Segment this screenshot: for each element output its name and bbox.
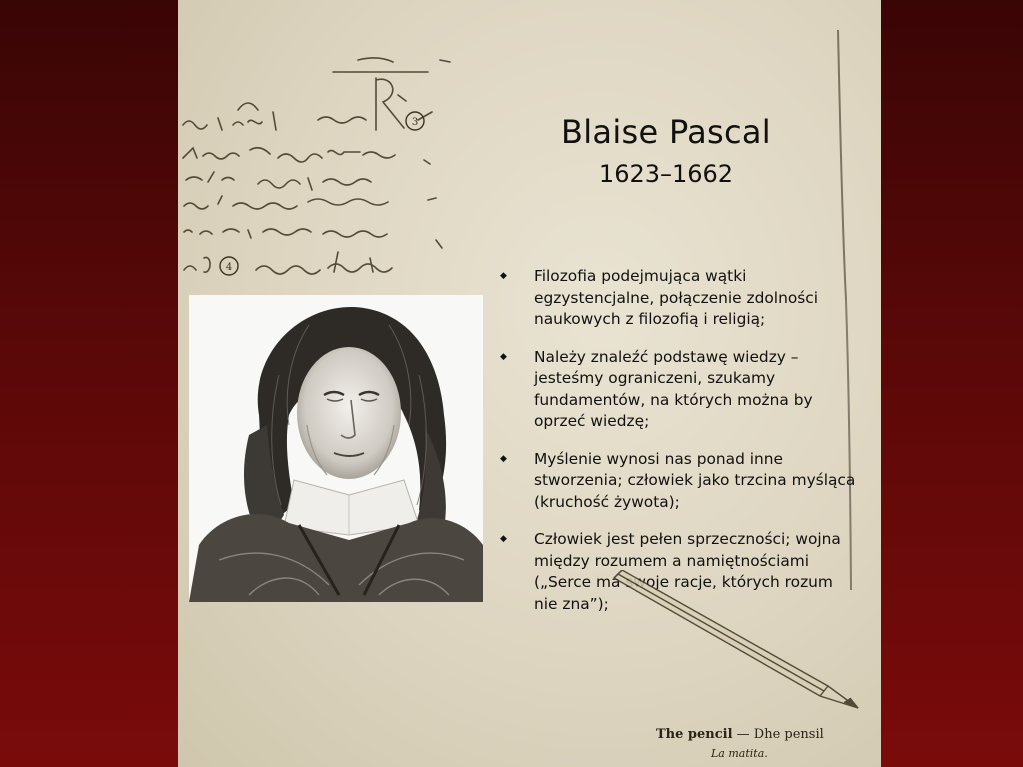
pencil-sketch-icon [608,570,868,720]
caption-line-1 [656,727,824,742]
caption-line-2: La matita. [711,747,768,760]
bullet-text: Człowiek jest pełen sprzeczności; wojna między rozumem a namiętnościami („Serce ma swoje racje, których rozum nie zna”); [534,530,841,613]
manuscript-number-3: 3 [411,117,419,128]
diamond-bullet-icon: ◆ [500,271,507,281]
manuscript-number-4: 4 [225,262,233,273]
bullet-text: Należy znaleźć podstawę wiedzy – jesteśmy ograniczeni, szukamy fundamentów, na których można by oprzeć wiedzę; [534,347,813,430]
diamond-bullet-icon: ◆ [500,351,507,362]
slide-title: Blaise Pascal [560,113,771,151]
list-item [500,266,860,331]
portrait-engraving [189,295,483,602]
caption-rest: — Dhe pensil [732,727,824,742]
caption-bold: The pencil [656,727,733,742]
slide [178,0,881,767]
slide-dates: 1623–1662 [598,160,734,188]
pencil-caption [656,727,824,760]
diamond-bullet-icon: ◆ [500,453,507,464]
bullet-text: Filozofia podejmująca wątki egzystencjalne, połączenie zdolności naukowych z filozofią i religią; [534,267,819,328]
diamond-bullet-icon: ◆ [500,534,507,544]
bullet-text: Myślenie wynosi nas ponad inne stworzenia; człowiek jako trzcina myśląca (kruchość żywota); [534,449,856,511]
list-item [500,449,860,514]
portrait-image [189,295,483,602]
list-item [500,347,860,433]
